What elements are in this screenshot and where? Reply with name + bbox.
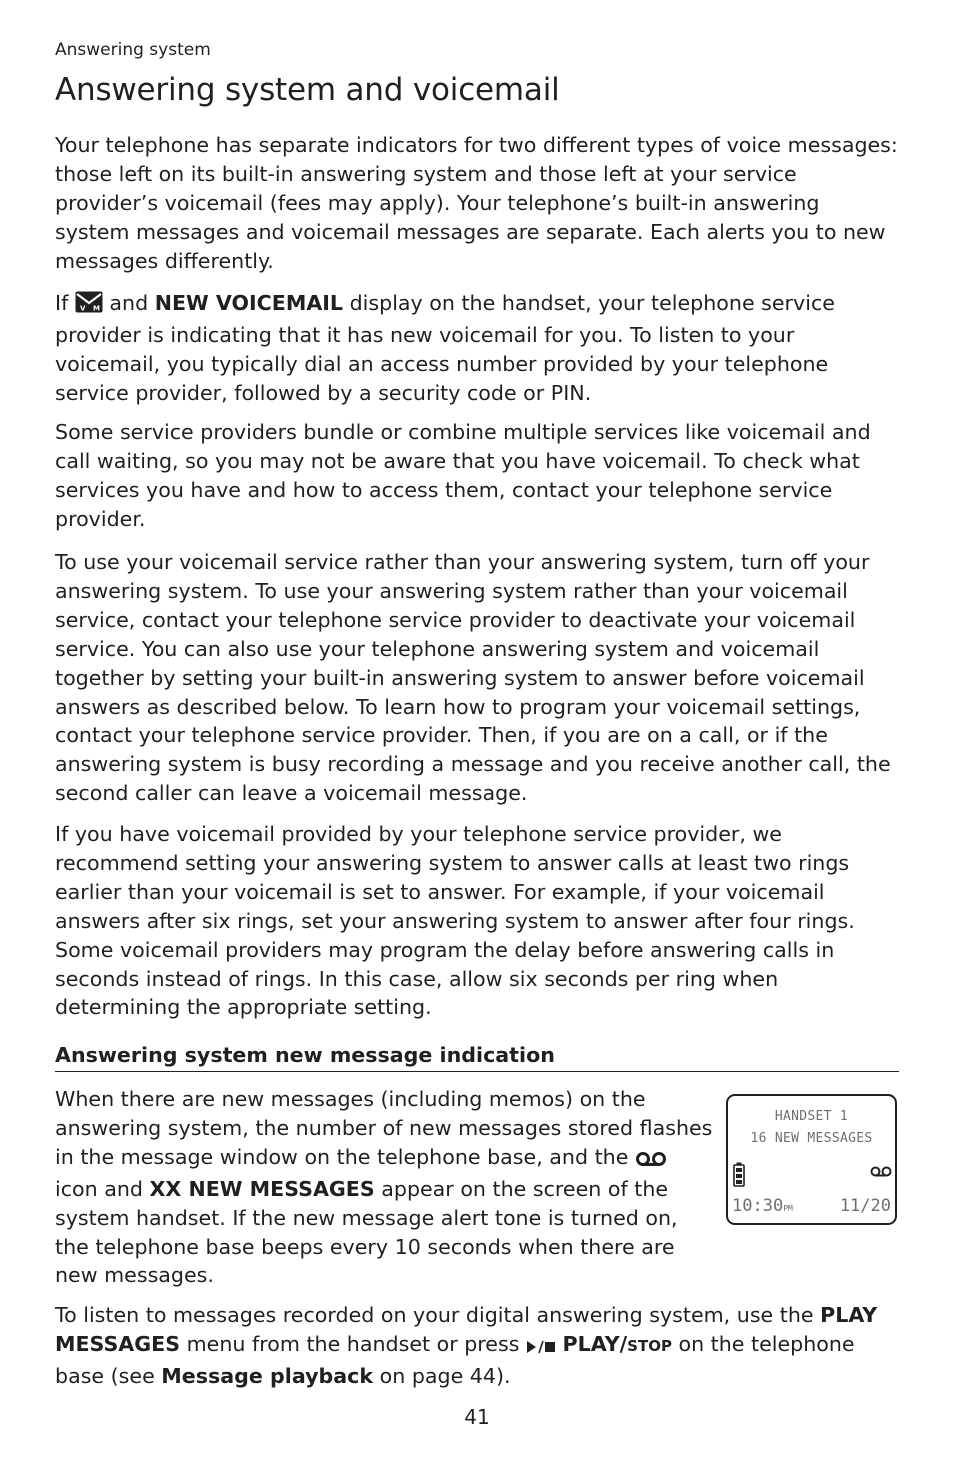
text-fragment: and [109, 291, 149, 315]
text-fragment: To listen to messages recorded on your digital answering system, use the [55, 1303, 814, 1327]
voicemail-tape-icon [635, 1146, 667, 1175]
paragraph-new-message-indication [55, 1085, 715, 1290]
text-fragment: menu from the handset or press [186, 1331, 520, 1356]
lcd-date: 11/20 [839, 1196, 891, 1216]
new-voicemail-envelope-icon [75, 291, 103, 321]
paragraph-new-voicemail [55, 289, 900, 408]
page-number: 41 [464, 1405, 490, 1429]
section-label: Answering system [55, 40, 211, 60]
paragraph-intro: Your telephone has separate indicators for two different types of voice messages: those left on its built-in answering system and those left at your service provider’s voicemail (fees may apply). Your telephone’s built-in answering system messages and voicemail messages are separate. Each alerts you to new messages differently. [55, 133, 898, 273]
svg-text:V: V [79, 304, 86, 313]
lcd-handset-line: HANDSET 1 [774, 1109, 849, 1124]
play-stop-label [563, 1332, 672, 1356]
new-voicemail-label: NEW VOICEMAIL [154, 291, 344, 315]
play-stop-icon [526, 1333, 556, 1362]
battery-icon [733, 1162, 745, 1191]
lcd-time-value: 10:30 [732, 1196, 784, 1216]
play-stop-label-smallcaps: STOP [627, 1336, 672, 1355]
lcd-time [732, 1196, 793, 1216]
subsection-heading: Answering system new message indication [55, 1043, 899, 1072]
text-fragment: icon and [55, 1176, 143, 1201]
message-playback-reference: Message playback [161, 1363, 374, 1388]
text-fragment: appear on the screen of the system handset. If the new message alert tone is turned on, the telephone base beeps every 10 seconds when there are new messages. [55, 1176, 678, 1288]
lcd-new-messages-line: 16 NEW MESSAGES [750, 1131, 873, 1146]
text-fragment: on the telephone base (see [55, 1331, 855, 1388]
paragraph-ring-settings: If you have voicemail provided by your telephone service provider, we recommend setting your answering system to answer calls at least two rings earlier than your voicemail is set to answer. For example, if your voicemail answers after six rings, set your answering system to answer after four rings. Some voicemail providers may program the delay before answering calls in seconds instead of rings. In this case, allow six seconds per ring when determining the appropriate setting. [55, 822, 855, 1020]
text-fragment: When there are new messages (including memos) on the answering system, the number of new messages stored flashes in the message window on the telephone base, and the [55, 1087, 713, 1169]
paragraph-bundled-services: Some service providers bundle or combine multiple services like voicemail and call waiting, so you may not be aware that you have voicemail. To check what services you have and how to access them, contact your telephone service provider. [55, 420, 871, 531]
lcd-ampm: PM [783, 1204, 793, 1213]
play-messages-label: PLAY MESSAGES [55, 1303, 878, 1356]
paragraph-listen-messages [55, 1301, 900, 1391]
play-stop-label-main: PLAY/ [562, 1331, 628, 1356]
text-fragment: display on the handset, your telephone service provider is indicating that it has new voicemail for you. To listen to your voicemail, you typically dial an access number provided by your telephone service provider, followed by a security code or PIN. [55, 291, 835, 405]
handset-lcd-screen [726, 1094, 897, 1225]
paragraph-voicemail-vs-answering: To use your voicemail service rather than your answering system, turn off your answering system. To use your answering system rather than your voicemail service, contact your telephone service provider to deactivate your voicemail service. You can also use your telephone answering system and voicemail together by setting your built-in answering system to answer before voicemail answers as described below. To learn how to program your voicemail settings, contact your telephone service provider. Then, if you are on a call, or if the answering system is busy recording a message and you receive another call, the second caller can leave a voicemail message. [55, 550, 891, 806]
text-fragment: If [55, 291, 69, 315]
voicemail-tape-icon [870, 1162, 892, 1181]
page-title: Answering system and voicemail [55, 72, 560, 108]
new-messages-label: XX NEW MESSAGES [149, 1176, 375, 1201]
text-fragment: on page 44). [379, 1363, 511, 1388]
svg-text:M: M [92, 304, 100, 313]
